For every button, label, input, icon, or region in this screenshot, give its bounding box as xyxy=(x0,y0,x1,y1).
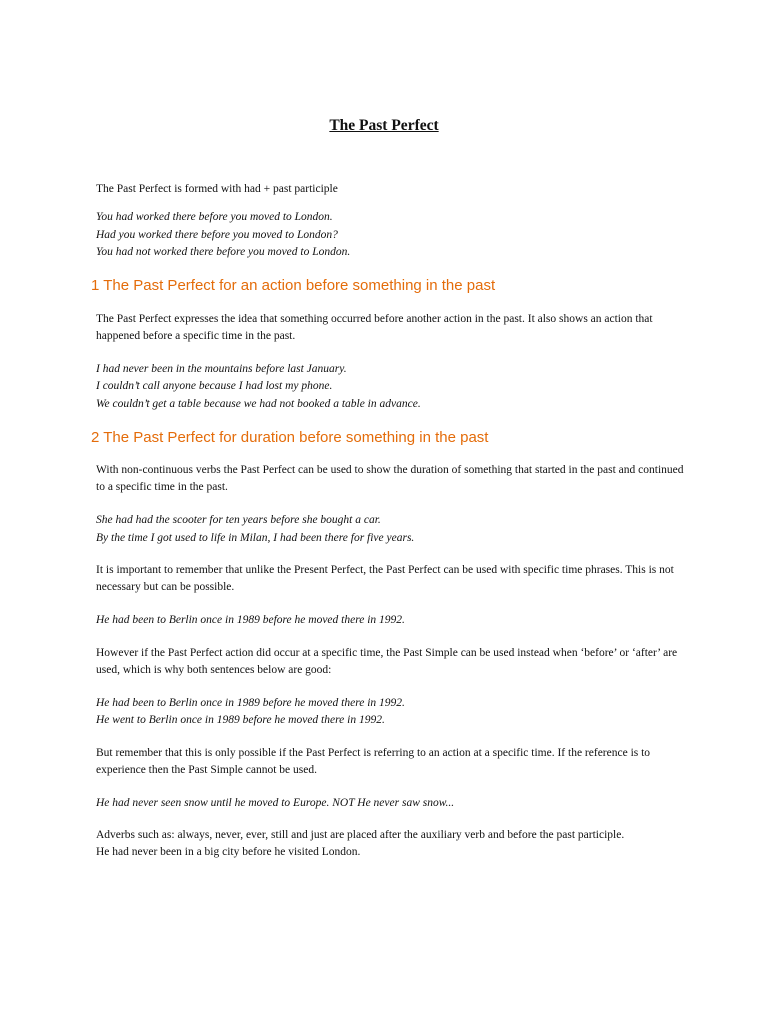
section-2-examples-1 xyxy=(96,512,686,547)
section-2-examples-3 xyxy=(96,695,686,730)
section-2-paragraph-4: But remember that this is only possible if the Past Perfect is referring to an action at a specific time. If the reference is to experience then the Past Simple cannot be used. xyxy=(96,746,651,776)
page-title: The Past Perfect xyxy=(329,117,439,134)
example-sentence: I had never been in the mountains before last January. xyxy=(96,362,347,375)
section-1-heading: 1 The Past Perfect for an action before something in the past xyxy=(91,276,496,294)
example-sentence: He had been to Berlin once in 1989 before he moved there in 1992. xyxy=(96,696,405,709)
example-sentence: You had not worked there before you moved to London. xyxy=(96,246,351,258)
section-2-example-2 xyxy=(96,612,686,630)
section-2-paragraph-3: However if the Past Perfect action did occur at a specific time, the Past Simple can be used instead when ‘before’ or ‘after’ are used, which is why both sentences below are good: xyxy=(96,646,678,676)
section-1-examples xyxy=(96,361,686,414)
example-sentence: By the time I got used to life in Milan, I had been there for five years. xyxy=(96,531,415,544)
example-sentence: He went to Berlin once in 1989 before he moved there in 1992. xyxy=(96,714,385,726)
adverb-example: He had never been in a big city before he visited London. xyxy=(96,846,361,858)
section-1-paragraph: The Past Perfect expresses the idea that something occurred before another action in the past. It also shows an action that happened before a specific time in the past. xyxy=(96,312,653,342)
section-2-paragraph-2: It is important to remember that unlike the Present Perfect, the Past Perfect can be used with specific time phrases. This is not necessary but can be possible. xyxy=(96,564,674,593)
example-sentence: She had had the scooter for ten years before she bought a car. xyxy=(96,514,381,526)
example-sentence: I couldn’t call anyone because I had lost my phone. xyxy=(96,380,333,392)
example-sentence: Had you worked there before you moved to London? xyxy=(96,228,338,241)
section-2-heading: 2 The Past Perfect for duration before something in the past xyxy=(91,429,489,446)
section-2-paragraph-1: With non-continuous verbs the Past Perfect can be used to show the duration of something that started in the past and continued to a specific time in the past. xyxy=(96,464,684,493)
example-sentence: We couldn’t get a table because we had not booked a table in advance. xyxy=(96,397,421,410)
example-sentence: You had worked there before you moved to London. xyxy=(96,211,333,223)
intro-examples xyxy=(96,209,686,262)
section-2-paragraph-5: Adverbs such as: always, never, ever, still and just are placed after the auxiliary verb and before the past participle. xyxy=(96,829,625,841)
example-sentence: He had been to Berlin once in 1989 before he moved there in 1992. xyxy=(96,614,405,626)
example-sentence: He had never seen snow until he moved to Europe. NOT He never saw snow... xyxy=(96,796,455,809)
section-2-adverbs xyxy=(96,827,686,861)
intro-text: The Past Perfect is formed with had + past participle xyxy=(96,183,338,195)
section-2-example-4 xyxy=(96,795,686,813)
document-body xyxy=(91,181,686,861)
